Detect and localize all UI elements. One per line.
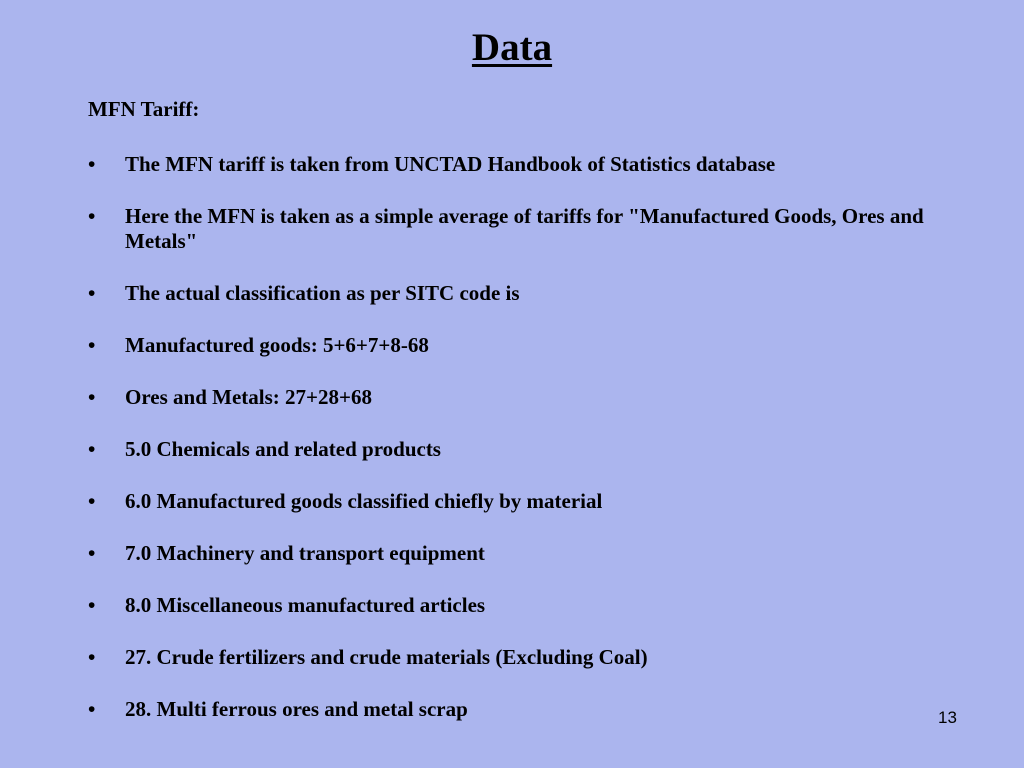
bullet-icon: • xyxy=(88,153,96,176)
bullet-icon: • xyxy=(88,646,96,669)
bullet-item xyxy=(88,541,938,566)
bullet-text: 5.0 Chemicals and related products xyxy=(125,437,441,461)
bullet-text: 28. Multi ferrous ores and metal scrap xyxy=(125,697,468,721)
bullet-icon: • xyxy=(88,438,96,461)
bullet-item xyxy=(88,281,938,306)
bullet-item xyxy=(88,437,938,462)
bullet-icon: • xyxy=(88,205,96,228)
bullet-item xyxy=(88,489,938,514)
bullet-text: Here the MFN is taken as a simple average of tariffs for "Manufactured Goods, Ores and Metals" xyxy=(125,204,924,253)
bullet-icon: • xyxy=(88,282,96,305)
bullet-item xyxy=(88,152,938,177)
bullet-text: Ores and Metals: 27+28+68 xyxy=(125,385,372,409)
bullet-icon: • xyxy=(88,334,96,357)
bullet-item xyxy=(88,697,938,722)
bullet-item xyxy=(88,593,938,618)
bullet-icon: • xyxy=(88,542,96,565)
bullet-text: 27. Crude fertilizers and crude materials (Excluding Coal) xyxy=(125,645,648,669)
bullet-icon: • xyxy=(88,698,96,721)
bullet-text: 6.0 Manufactured goods classified chiefly by material xyxy=(125,489,603,513)
bullet-text: The actual classification as per SITC code is xyxy=(125,281,520,305)
bullet-text: The MFN tariff is taken from UNCTAD Handbook of Statistics database xyxy=(125,152,776,176)
bullet-icon: • xyxy=(88,490,96,513)
bullet-text: Manufactured goods: 5+6+7+8-68 xyxy=(125,333,429,357)
bullet-item xyxy=(88,204,938,254)
slide-title: Data xyxy=(471,26,553,69)
bullet-icon: • xyxy=(88,594,96,617)
slide-subtitle: MFN Tariff: xyxy=(88,97,200,121)
bullet-icon: • xyxy=(88,386,96,409)
bullet-text: 7.0 Machinery and transport equipment xyxy=(125,541,485,565)
bullet-item xyxy=(88,385,938,410)
bullet-text: 8.0 Miscellaneous manufactured articles xyxy=(125,593,486,617)
bullet-list xyxy=(88,152,938,749)
bullet-item xyxy=(88,333,938,358)
page-number: 13 xyxy=(938,708,957,727)
bullet-item xyxy=(88,645,938,670)
